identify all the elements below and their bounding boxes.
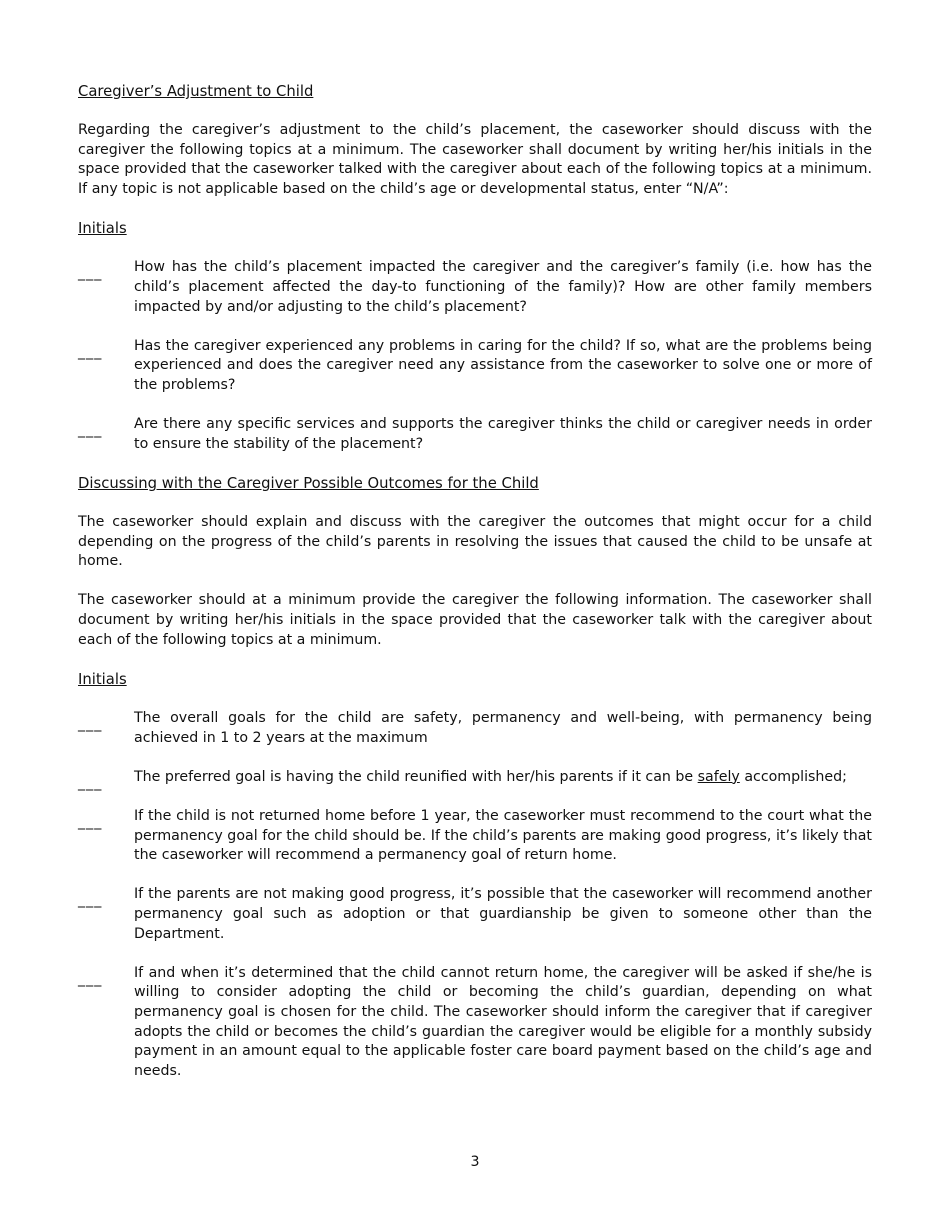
list-item: [78, 807, 872, 866]
emphasis-safely: safely: [697, 768, 740, 785]
list-item-text: The overall goals for the child are safety, permanency and well-being, with permanency being achieved in 1 to 2 years at the maximum: [134, 710, 872, 746]
list-item-text: [134, 768, 872, 788]
initials-blank: ___: [78, 422, 103, 439]
section-heading-possible-outcomes: Discussing with the Caregiver Possible Outcomes for the Child: [78, 474, 539, 492]
initials-blank: ___: [78, 774, 103, 791]
list-item-text: Has the caregiver experienced any problems in caring for the child? If so, what are the problems being experienced and does the caregiver need any assistance from the caseworker to solve one or more of the problems?: [134, 337, 872, 393]
list-item-text: If and when it’s determined that the child cannot return home, the caregiver will be asked if she/he is willing to consider adopting the child or becoming the child’s guardian, depending on what permanency goal is chosen for the child. The caseworker should inform the caregiver that if caregiver adopts the child or becomes the child’s guardian the caregiver would be eligible for a monthly subsidy payment in an amount equal to the applicable foster care board payment based on the child’s age and needs.: [134, 964, 872, 1079]
document-page: [78, 82, 872, 1081]
initials-blank: ___: [78, 343, 103, 360]
list-item: [78, 415, 872, 454]
page-number: 3: [470, 1154, 480, 1170]
list-item-text: Are there any specific services and supports the caregiver thinks the child or caregiver needs in order to ensure the stability of the placement?: [134, 416, 872, 452]
list-item: [78, 337, 872, 396]
list-item-text: If the parents are not making good progress, it’s possible that the caseworker will recommend another permanency goal such as adoption or that guardianship be given to someone other than the Department.: [134, 886, 872, 942]
list-item: [78, 258, 872, 317]
initials-blank: ___: [78, 813, 103, 830]
section-heading-caregiver-adjustment: Caregiver’s Adjustment to Child: [78, 83, 314, 100]
list-item-text: How has the child’s placement impacted the caregiver and the caregiver’s family (i.e. how has the child’s placement affected the day-to functioning of the family)? How are other family members impacted by and/or adjusting to the child’s placement?: [134, 259, 872, 315]
initials-label: Initials: [78, 670, 127, 688]
initials-blank: ___: [78, 265, 103, 282]
section2-paragraph-1: The caseworker should explain and discuss with the caregiver the outcomes that might occur for a child depending on the progress of the child’s parents in resolving the issues that caused the child to be unsafe at home.: [78, 514, 872, 570]
text-segment: accomplished;: [739, 768, 847, 785]
section2-paragraph-2: The caseworker should at a minimum provide the caregiver the following information. The caseworker shall document by writing her/his initials in the space provided that the caseworker talk with the caregiver about each of the following topics at a minimum.: [78, 592, 872, 648]
initials-label: Initials: [78, 220, 127, 238]
initials-blank: ___: [78, 970, 103, 987]
section1-intro-paragraph: Regarding the caregiver’s adjustment to the child’s placement, the caseworker should discuss with the caregiver the following topics at a minimum. The caseworker shall document by writing her/his initials in the space provided that the caseworker talked with the caregiver about each of the following topics at a minimum. If any topic is not applicable based on the child’s age or developmental status, enter “N/A”:: [78, 122, 872, 197]
initials-blank: ___: [78, 892, 103, 909]
text-segment: The preferred goal is having the child reunified with her/his parents if it can be: [134, 768, 698, 785]
list-item-text: If the child is not returned home before 1 year, the caseworker must recommend to the court what the permanency goal for the child should be. If the child’s parents are making good progress, it’s likely that the caseworker will recommend a permanency goal of return home.: [134, 807, 872, 864]
list-item: [78, 885, 872, 944]
list-item: [78, 964, 872, 1082]
list-item: [78, 709, 872, 748]
initials-blank: ___: [78, 716, 103, 732]
list-item: [78, 768, 872, 791]
